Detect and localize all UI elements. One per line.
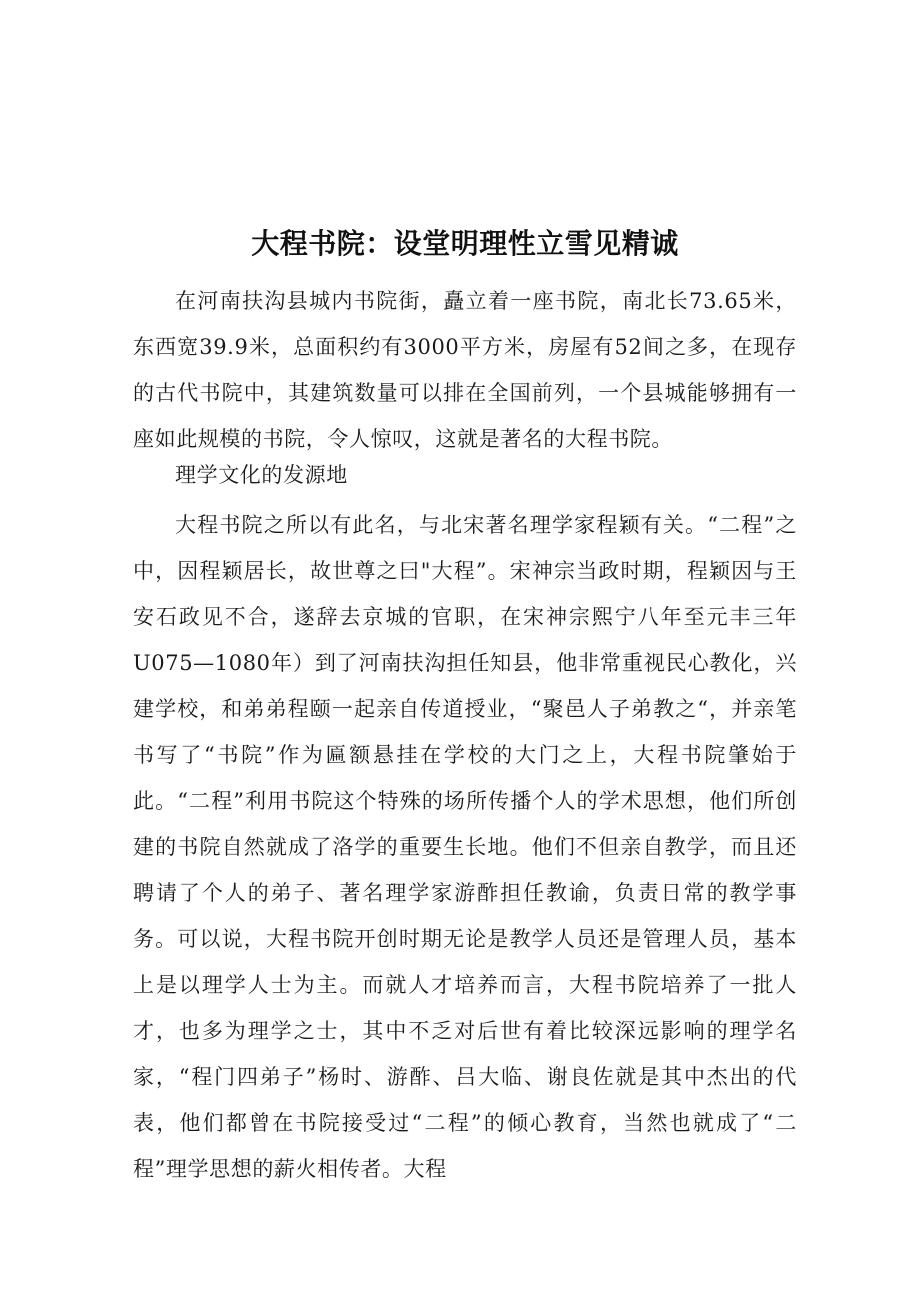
section-heading: 理学文化的发源地 [175, 463, 348, 487]
document-title: 大程书院：设堂明理性立雪见精诚 [251, 227, 679, 260]
history-paragraph: 大程书院之所以有此名，与北宋著名理学家程颖有关。“二程”之中，因程颖居长，故世尊之曰"大程”。宋神宗当政时期，程颖因与王安石政见不合，遂辞去京城的官职，在宋神宗熙宁八年至元丰三年U075—1080年）到了河南扶沟担任知县，他非常重视民心教化，兴建学校，和弟弟程颐一起亲自传道授业，“聚邑人子弟教之“，并亲笔书写了“书院”作为匾额悬挂在学校的大门之上，大程书院肇始于此。“二程”利用书院这个特殊的场所传播个人的学术思想，他们所创建的书院自然就成了洛学的重要生长地。他们不但亲自教学，而且还聘请了个人的弟子、著名理学家游酢担任教谕，负责日常的教学事务。可以说，大程书院开创时期无论是教学人员还是管理人员，基本上是以理学人士为主。而就人才培养而言，大程书院培养了一批人才，也多为理学之士，其中不乏对后世有着比较深远影响的理学名家，“程门四弟子”杨时、游酢、吕大临、谢良佐就是其中杰出的代表，他们都曾在书院接受过“二程”的倾心教育，当然也就成了“二程”理学思想的薪火相传者。大程 [133, 513, 797, 1181]
intro-paragraph: 在河南扶沟县城内书院街，矗立着一座书院，南北长73.65米，东西宽39.9米，总面积约有3000平方米，房屋有52间之多，在现存的古代书院中，其建筑数量可以排在全国前列，一个县城能够拥有一座如此规模的书院，令人惊叹，这就是著名的大程书院。 [133, 289, 797, 451]
